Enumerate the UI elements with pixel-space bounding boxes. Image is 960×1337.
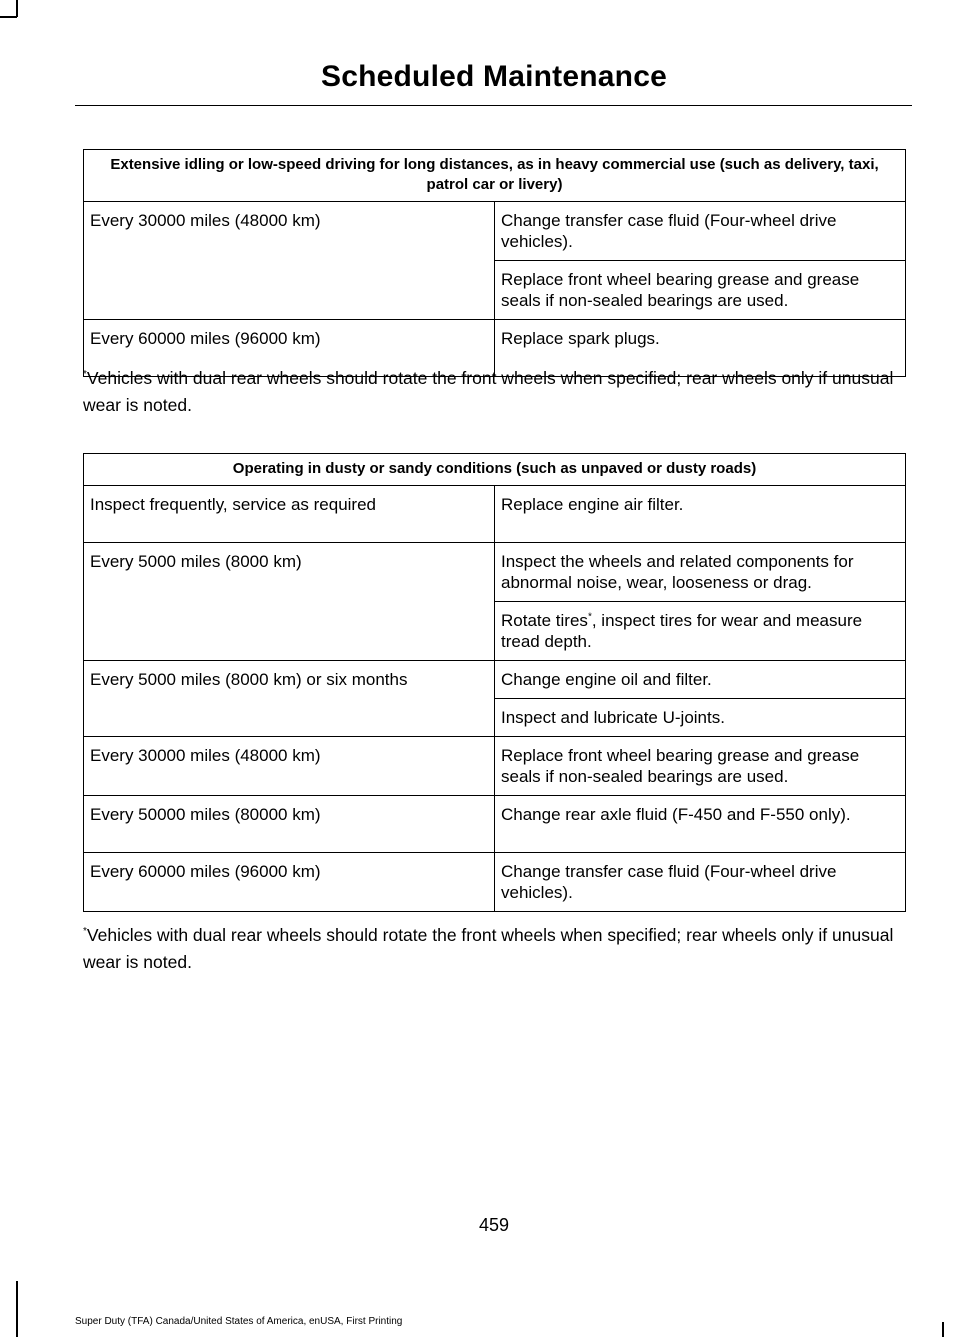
page-number: 459 xyxy=(478,1215,510,1235)
crop-mark-bottom-left xyxy=(16,1281,18,1337)
table-heading: Operating in dusty or sandy conditions (such as unpaved or dusty roads) xyxy=(84,454,906,486)
interval-cell: Every 60000 miles (96000 km) xyxy=(84,320,495,377)
interval-cell: Every 30000 miles (48000 km) xyxy=(84,202,495,320)
task-cell xyxy=(495,602,906,661)
footnote-reference: * xyxy=(587,611,592,623)
printing-info: Super Duty (TFA) Canada/United States of America, enUSA, First Printing xyxy=(75,1316,403,1327)
task-text: Rotate tires xyxy=(501,611,588,630)
task-cell: Inspect the wheels and related components for abnormal noise, wear, looseness or drag. xyxy=(495,543,906,602)
task-cell: Change transfer case fluid (Four-wheel drive vehicles). xyxy=(495,853,906,912)
table-row xyxy=(84,737,906,796)
table-row xyxy=(84,796,906,853)
table-row xyxy=(84,853,906,912)
maintenance-table-heavy-use xyxy=(83,149,906,377)
task-cell: Change engine oil and filter. xyxy=(495,661,906,699)
task-cell: Change transfer case fluid (Four-wheel drive vehicles). xyxy=(495,202,906,261)
crop-mark-top-left xyxy=(16,0,18,17)
footnote-mark: * xyxy=(83,369,87,381)
footnote-mark: * xyxy=(83,926,87,938)
task-cell: Replace front wheel bearing grease and grease seals if non-sealed bearings are used. xyxy=(495,737,906,796)
task-text: , inspect tires for wear and measure tread depth. xyxy=(501,611,863,651)
footnote xyxy=(83,365,913,419)
interval-cell: Every 30000 miles (48000 km) xyxy=(84,737,495,796)
task-cell: Replace engine air filter. xyxy=(495,486,906,543)
table-heading: Extensive idling or low-speed driving for long distances, as in heavy commercial use (such as delivery, taxi, patrol car or livery) xyxy=(84,150,906,202)
task-cell: Replace spark plugs. xyxy=(495,320,906,377)
interval-cell: Every 50000 miles (80000 km) xyxy=(84,796,495,853)
task-cell: Change rear axle fluid (F-450 and F-550 only). xyxy=(495,796,906,853)
footnote xyxy=(83,922,913,976)
footnote-text: Vehicles with dual rear wheels should rotate the front wheels when specified; rear wheels only if unusual wear is noted. xyxy=(83,925,894,972)
table-row xyxy=(84,486,906,543)
interval-cell: Inspect frequently, service as required xyxy=(84,486,495,543)
maintenance-table-dusty-conditions xyxy=(83,453,906,912)
crop-mark-top-left-h xyxy=(0,16,17,18)
title-divider xyxy=(75,105,912,106)
task-cell: Inspect and lubricate U-joints. xyxy=(495,699,906,737)
page-title: Scheduled Maintenance xyxy=(321,60,667,93)
interval-cell: Every 5000 miles (8000 km) or six months xyxy=(84,661,495,737)
footnote-text: Vehicles with dual rear wheels should rotate the front wheels when specified; rear wheels only if unusual wear is noted. xyxy=(83,368,894,415)
crop-mark-bottom-right xyxy=(942,1322,944,1337)
table-row xyxy=(84,543,906,602)
interval-cell: Every 5000 miles (8000 km) xyxy=(84,543,495,661)
table-row xyxy=(84,202,906,261)
table-row xyxy=(84,661,906,699)
interval-cell: Every 60000 miles (96000 km) xyxy=(84,853,495,912)
task-cell: Replace front wheel bearing grease and grease seals if non-sealed bearings are used. xyxy=(495,261,906,320)
